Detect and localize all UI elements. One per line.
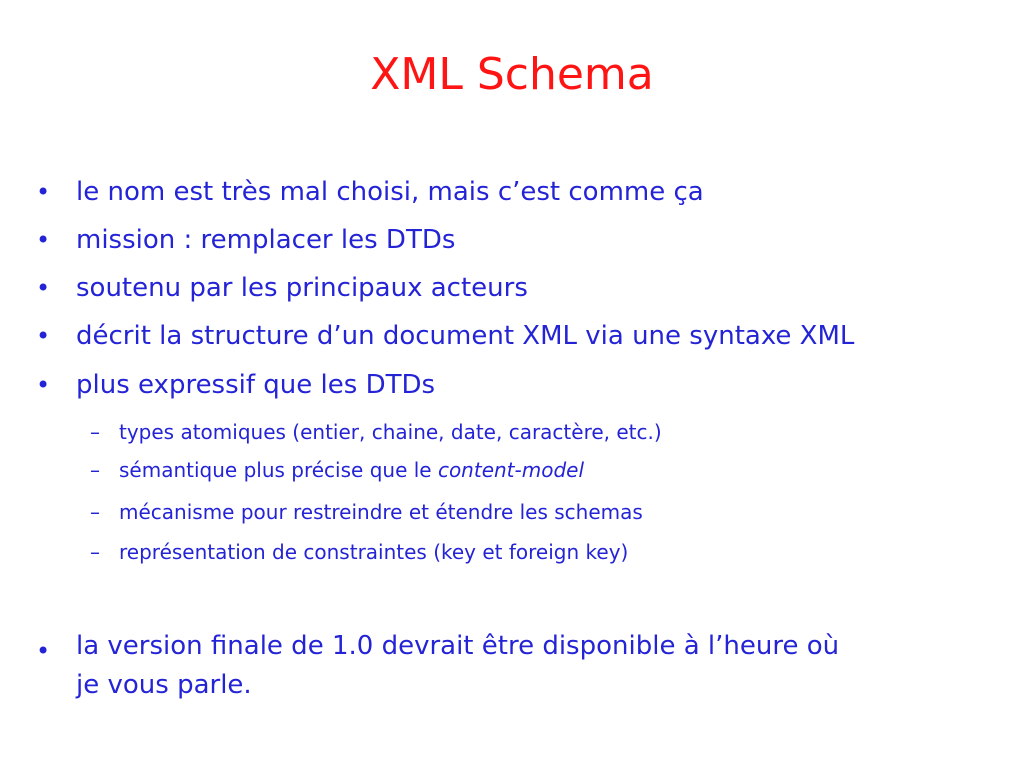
bullet-text-line2: je vous parle. [76,670,252,700]
bullet-item [0,312,1024,360]
sub-bullet-text: mécanisme pour restreindre et étendre les schemas [119,500,643,524]
dash-marker: – [90,500,100,524]
bullet-marker: • [36,226,51,254]
dash-marker: – [90,458,100,482]
bullet-item [0,216,1024,264]
bullet-text: plus expressif que les DTDs [76,370,436,400]
content-model-emphasis: content-model [437,458,585,482]
bullet-item [0,361,1024,409]
bullet-marker: • [36,178,51,206]
dash-marker: – [90,420,100,444]
bullet-marker: • [36,274,51,302]
bullet-item [0,264,1024,312]
bullet-text-line1: la version finale de 1.0 devrait être disponible à l’heure où [76,631,840,661]
bullet-text: mission : remplacer les DTDs [76,225,456,255]
sub-bullet-item [0,532,1024,572]
sub-bullet-item [0,412,1024,452]
slide-title: XML Schema [370,49,654,100]
bullet-item-final [0,627,1024,700]
bullet-text: le nom est très mal choisi, mais c’est comme ça [76,177,704,207]
dash-marker: – [90,540,100,564]
sub-bullet-text: représentation de constraintes (key et foreign key) [119,540,629,564]
sub-bullet-prefix: sémantique plus précise que le [119,458,438,482]
sub-bullet-item [0,450,1024,490]
bullet-marker: • [36,322,51,350]
bullet-text: soutenu par les principaux acteurs [76,273,528,303]
sub-bullet-text [119,450,584,490]
bullet-text: décrit la structure d’un document XML via une syntaxe XML [76,321,855,351]
sub-bullet-text: types atomiques (entier, chaine, date, caractère, etc.) [119,420,662,444]
bullet-item [0,168,1024,216]
bullet-marker: • [36,371,51,399]
bullet-marker: • [36,637,51,665]
sub-bullet-item [0,492,1024,532]
bullet-text [76,627,996,705]
